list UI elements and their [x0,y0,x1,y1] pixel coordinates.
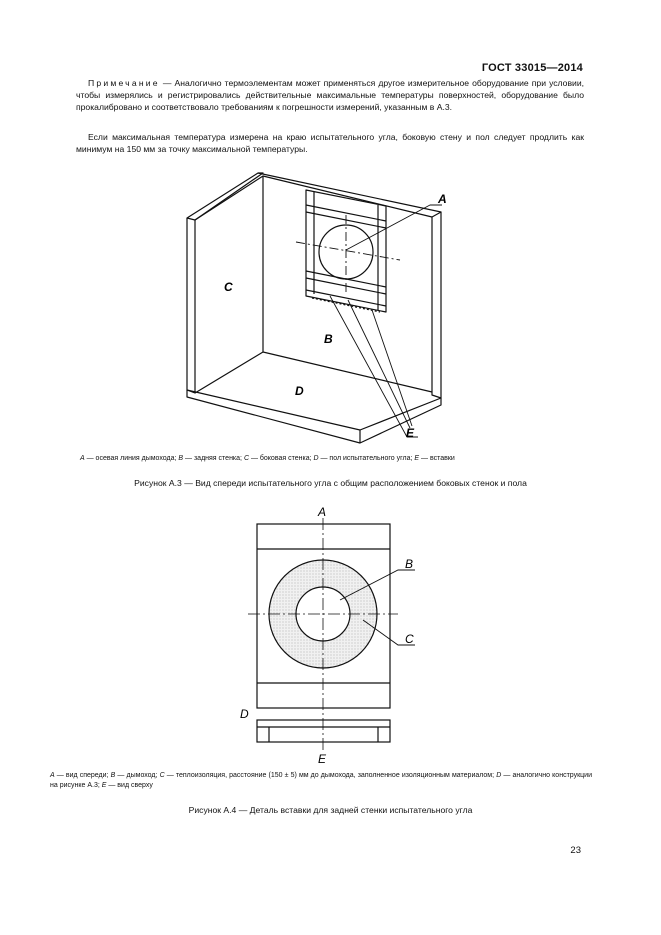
legend-text: — боковая стенка; [249,455,314,462]
fig-a4-label-a: A [318,505,327,519]
legend-text: — вид спереди; [54,772,111,779]
legend-text: — задняя стенка; [183,455,244,462]
legend-key: C [243,455,249,462]
figure-a3-legend [80,454,580,464]
legend-text: — аналогично конструкции на рисунке А.3; [50,772,592,789]
note-dash: — [159,78,175,88]
note-text: Аналогично термоэлементам может применяться другое измерительное оборудование при условии, чтобы измерялись и регистрировались действительные максимальные температуры поверхностей, оборудование было прокалибровано и соответствовало требованиям к погрешности измерений, указанным в А.3. [76,78,585,112]
fig-a4-label-b: B [405,557,414,571]
legend-text: — вставки [419,455,455,462]
legend-key: B [178,455,184,462]
fig-a3-label-b: B [324,332,333,346]
legend-key: E [414,455,420,462]
figure-a4-drawing [0,490,661,775]
body-paragraph-text: Если максимальная температура измерена на краю испытательного угла, боковую стену и пол следует продлить как минимум на 150 мм за точку максимальной температуры. [76,132,584,154]
legend-key: D [496,772,502,779]
fig-a4-label-e: E [318,752,327,766]
legend-key: C [159,772,165,779]
fig-a4-label-d: D [240,707,249,721]
legend-key: D [313,455,319,462]
standard-number: ГОСТ 33015—2014 [481,62,583,74]
fig-a3-label-d: D [295,384,304,398]
back-wall-b [258,173,441,398]
figure-a4-caption: Рисунок А.4 — Деталь вставки для задней стенки испытательного угла [188,805,473,815]
legend-text: — пол испытательного угла; [318,455,415,462]
legend-key: A [50,772,55,779]
legend-key: B [110,772,116,779]
figure-a3-caption: Рисунок А.3 — Вид спереди испытательного угла с общим расположением боковых стенок и пола [134,478,527,488]
note-label: Примечание [88,78,160,88]
legend-text: — вид сверху [106,782,153,789]
fig-a3-label-a: A [438,192,447,206]
legend-key: A [80,455,85,462]
legend-text: — теплоизоляция, расстояние (150 ± 5) мм до дымохода, заполненное изоляционным материалом; [164,772,497,779]
page-number: 23 [570,845,581,856]
legend-text: — дымоход; [115,772,160,779]
fig-a3-label-e: E [406,426,415,440]
fig-a4-label-c: C [405,632,414,646]
insert-top-view [257,720,390,742]
legend-key: E [101,782,107,789]
fig-a3-label-c: C [224,280,233,294]
legend-text: — осевая линия дымохода; [84,455,179,462]
figure-a4-legend [50,771,592,791]
